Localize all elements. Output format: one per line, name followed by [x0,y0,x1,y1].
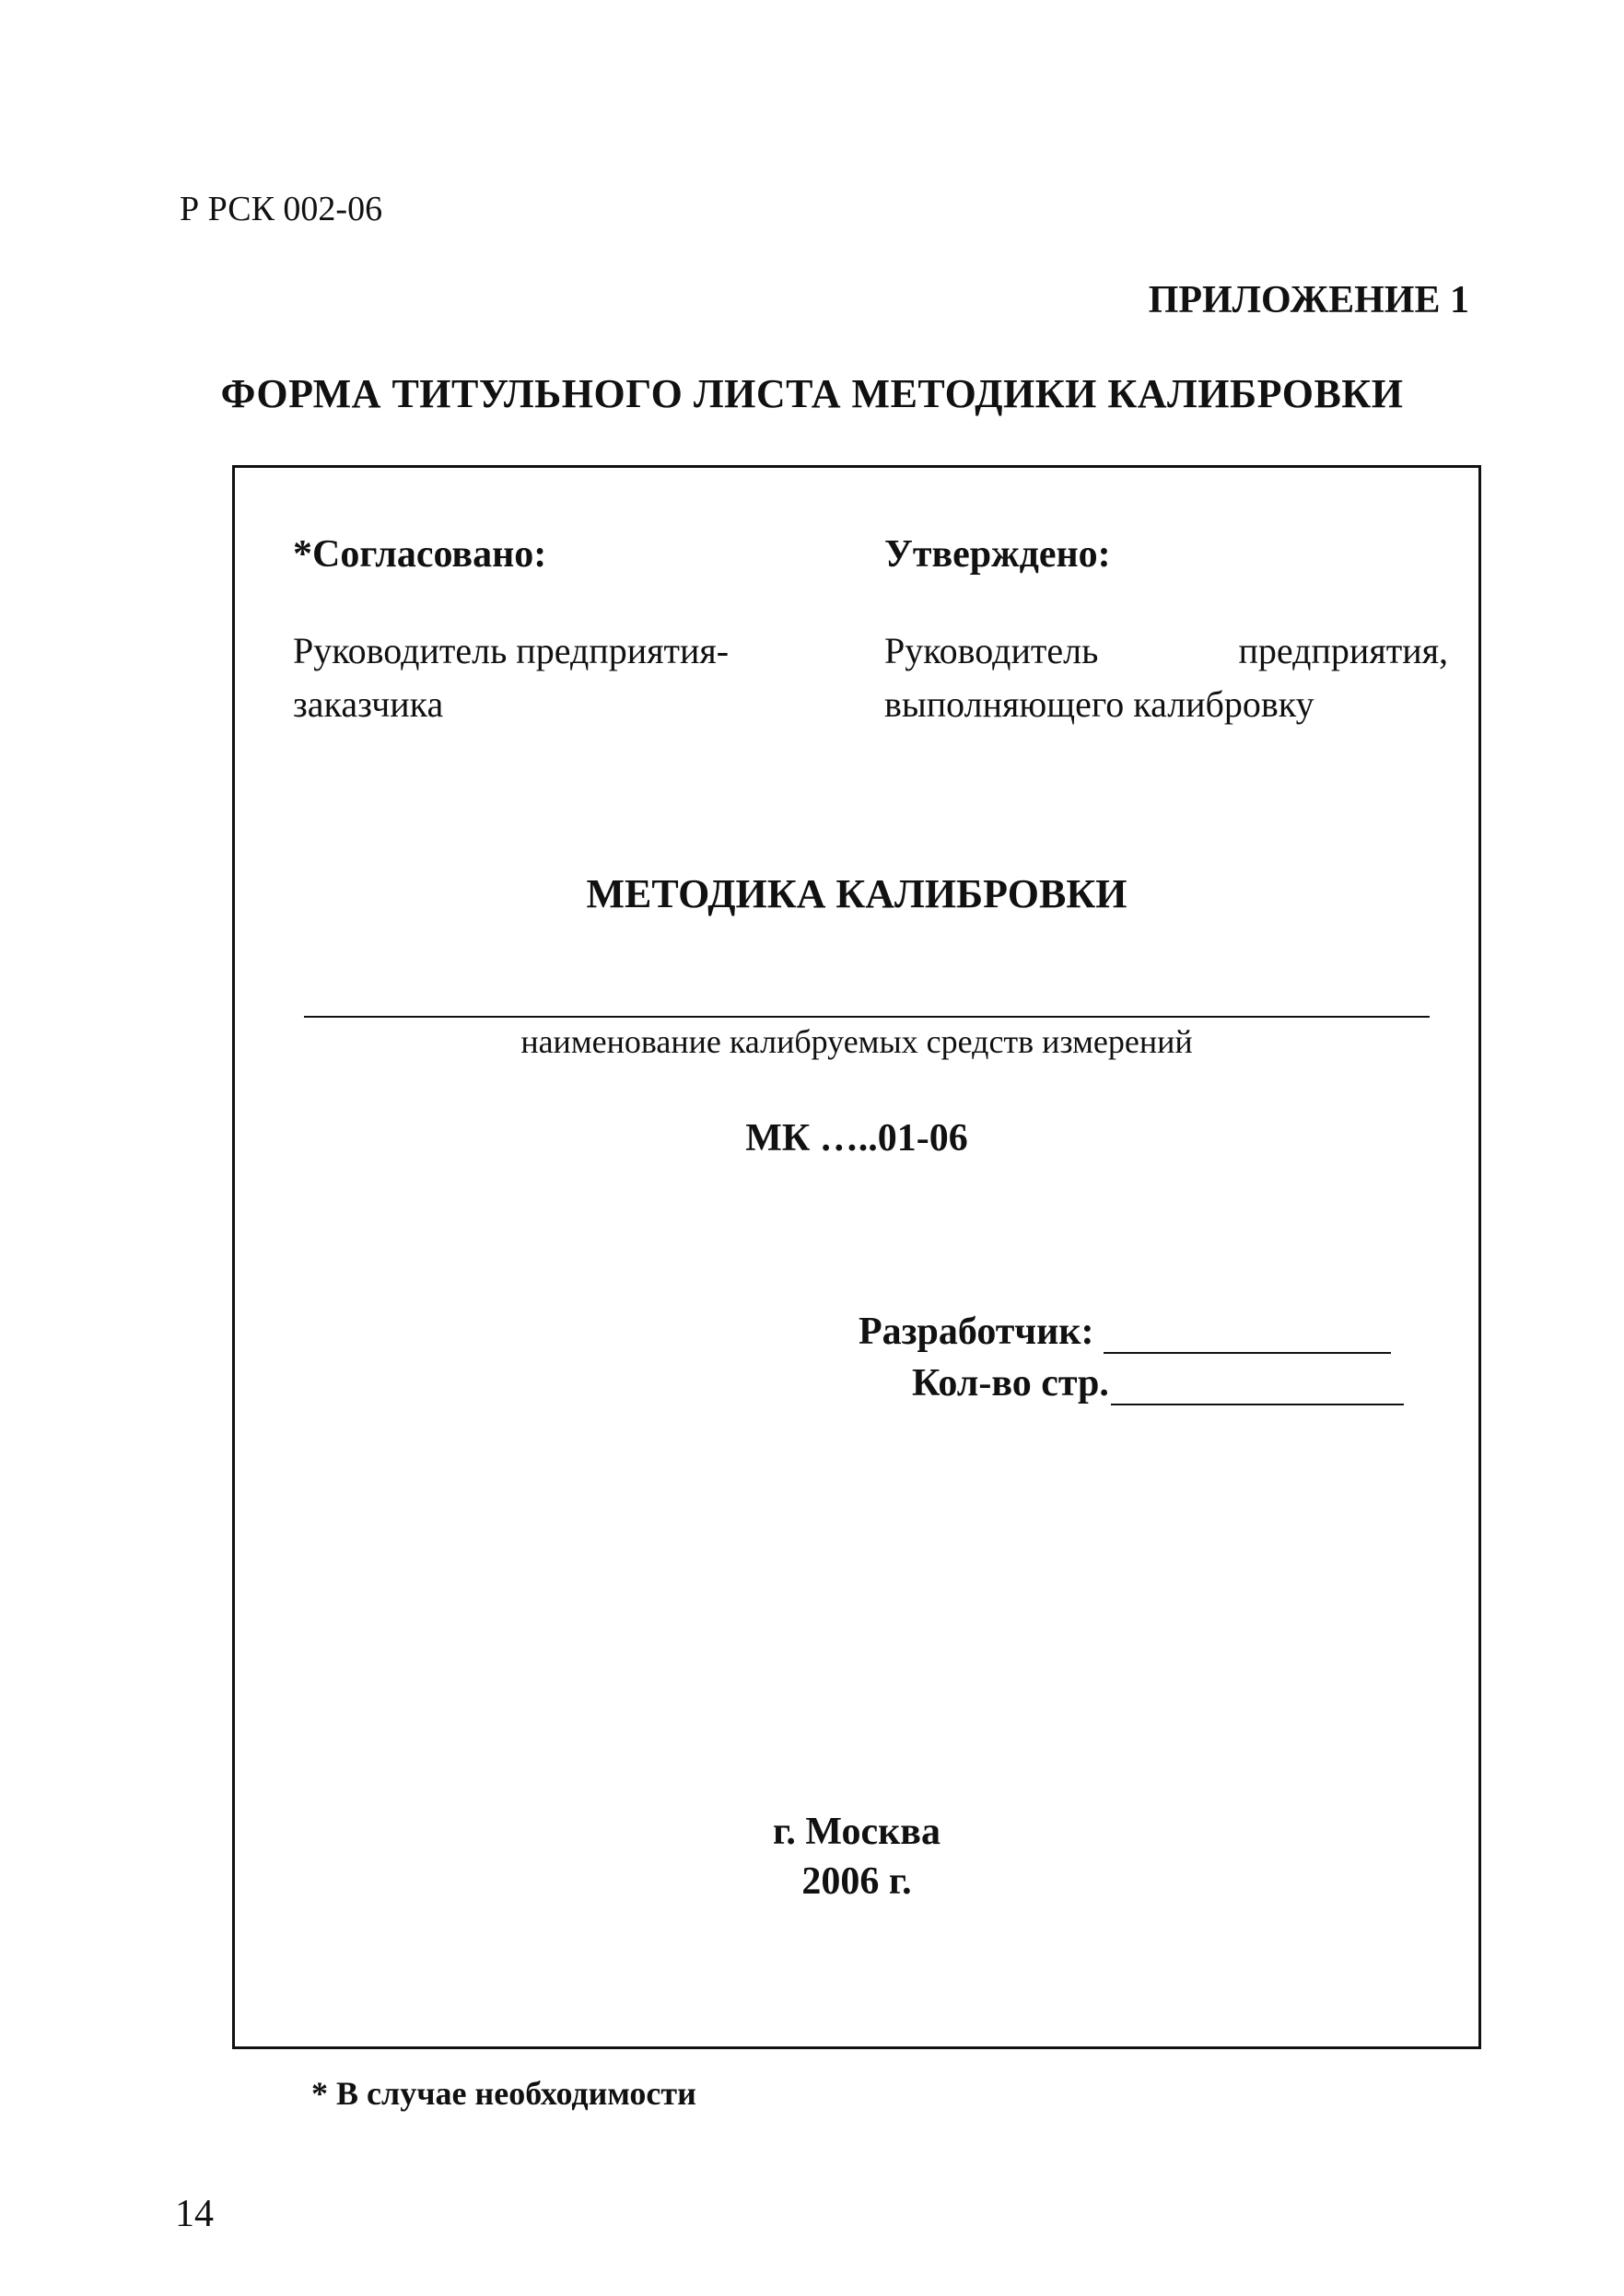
approved-line-1-word-1: Руководитель [884,630,1099,671]
year: 2006 г. [801,1860,912,1903]
agreed-heading: *Согласовано: [293,533,547,576]
city: г. Москва [773,1811,941,1853]
approved-heading: Утверждено: [884,533,1111,576]
approved-line-2: выполняющего калибровку [884,683,1314,725]
city-year-block [232,1807,1481,1906]
pages-blank [1111,1369,1404,1405]
agreed-line-2: заказчика [293,683,444,725]
form-title: ФОРМА ТИТУЛЬНОГО ЛИСТА МЕТОДИКИ КАЛИБРОВКИ [220,371,1404,416]
footnote: * В случае необходимости [311,2075,696,2112]
developer-label: Разработчик: [859,1311,1094,1353]
page-number: 14 [175,2193,214,2235]
method-title: МЕТОДИКА КАЛИБРОВКИ [586,871,1127,916]
document-code: Р РСК 002-06 [180,190,383,228]
developer-blank [1104,1317,1391,1354]
approved-line-1-word-2: предприятия, [1238,630,1448,671]
instrument-name-caption: наименование калибруемых средств измерений [520,1023,1193,1060]
pages-field [912,1361,1404,1405]
approved-signatory [884,624,1448,731]
instrument-name-line [304,1016,1430,1018]
developer-field [859,1310,1391,1354]
approved-line-1 [884,624,1448,678]
agreed-line-1: Руководитель предприятия- [293,630,730,671]
agreed-signatory [293,624,809,731]
appendix-label: ПРИЛОЖЕНИЕ 1 [1148,279,1469,321]
pages-label: Кол-во стр. [912,1362,1109,1404]
method-code: МК …..01-06 [745,1117,968,1160]
